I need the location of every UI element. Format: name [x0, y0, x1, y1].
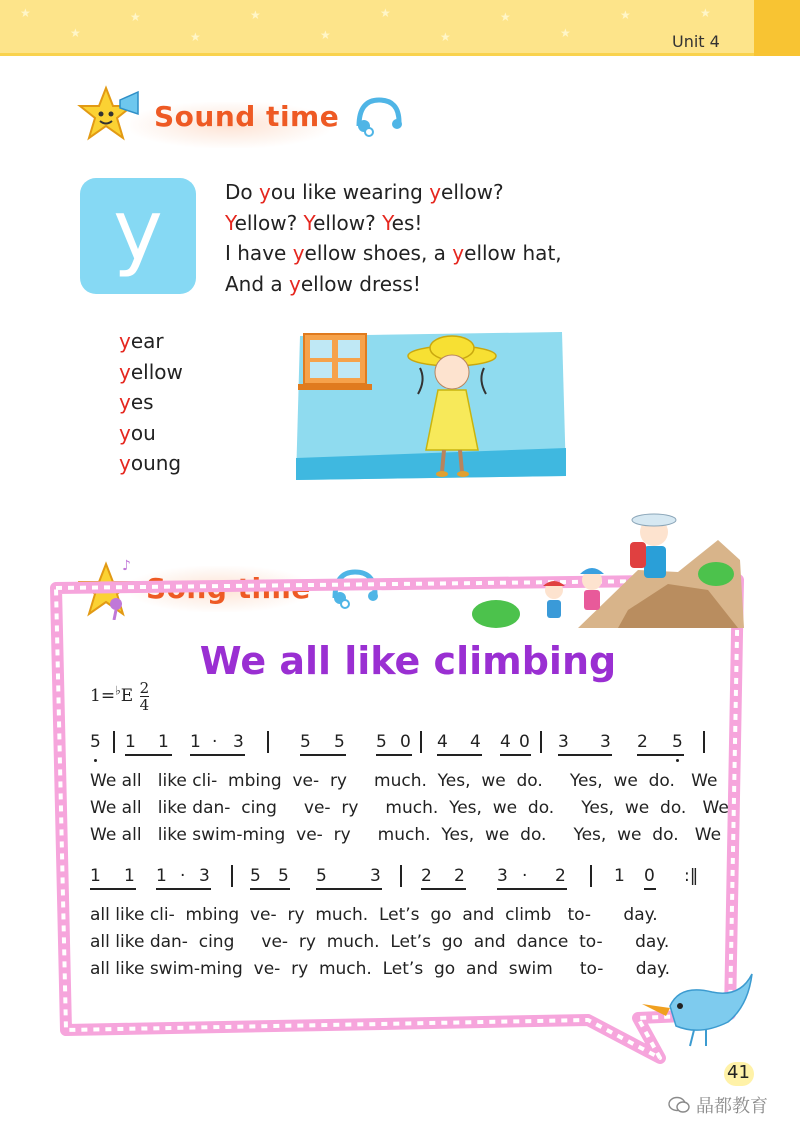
note: 4 [437, 732, 448, 752]
eighth-note-beam [250, 888, 290, 890]
rhyme-line [225, 177, 562, 208]
page-number: 41 [727, 1062, 750, 1083]
time-sig-numerator: 2 [139, 679, 150, 697]
eighth-note-beam [644, 888, 656, 890]
note: 5 [376, 732, 387, 752]
note: 5 [334, 732, 345, 752]
star-megaphone-icon [76, 84, 148, 148]
rhyme-text-segment: ellow shoes, a [304, 241, 453, 265]
note: 3 [233, 732, 244, 752]
word-rest: ellow [130, 359, 183, 384]
lyric-line: all like cli- mbing ve- ry much. Let’s go and climb to- day. [90, 905, 658, 925]
sound-time-heading [76, 84, 405, 148]
girl-in-yellow-illustration [292, 330, 568, 482]
song-title: We all like climbing [199, 639, 617, 683]
word-rest: es [130, 390, 154, 414]
letter-card [80, 178, 196, 294]
note: 3 [370, 866, 381, 886]
watermark [668, 1092, 768, 1118]
note: 0 [400, 732, 411, 752]
note: 1 [156, 866, 167, 886]
eighth-note-beam [500, 754, 531, 756]
highlight-letter: y [289, 271, 301, 296]
note: 4 [470, 732, 481, 752]
time-signature [140, 680, 150, 713]
highlight-letter: Y [303, 210, 314, 235]
eighth-note-beam [190, 754, 245, 756]
rhyme-text-segment: Do [225, 180, 259, 204]
note: 3 [497, 866, 508, 886]
time-sig-denominator: 4 [139, 696, 150, 714]
highlight-letter: Y [382, 210, 392, 235]
octave-dot [94, 759, 97, 762]
watermark-text: 晶都教育 [696, 1096, 768, 1117]
unit-label: Unit 4 [672, 32, 720, 51]
sound-time-title: Sound time [154, 99, 340, 133]
highlight-letter: y [119, 390, 131, 414]
note: 2 [637, 732, 648, 752]
word-item [119, 418, 183, 449]
note: 5 [250, 866, 261, 886]
note: 1 [125, 732, 136, 752]
eighth-note-beam [421, 888, 466, 890]
lyric-line: all like dan- cing ve- ry much. Let’s go and dance to- day. [90, 932, 670, 952]
note: 3 [558, 732, 569, 752]
rhyme-text-segment: And a [225, 271, 290, 296]
note: · [180, 866, 186, 886]
eighth-note-beam [316, 888, 382, 890]
rhyme-text-segment: ellow? [441, 180, 504, 204]
rhyme-line [225, 208, 562, 239]
song-time-title: Song time [146, 571, 311, 605]
highlight-letter: y [119, 359, 131, 384]
highlight-letter: y [119, 451, 131, 475]
eighth-note-beam [90, 888, 136, 890]
highlight-letter: y [292, 241, 305, 265]
rhyme-line [225, 238, 562, 269]
headphones-icon [349, 92, 405, 140]
lyric-line: We all like cli- mbing ve- ry much. Yes, we do. Yes, we do. We [90, 771, 718, 791]
word-rest: ear [130, 329, 164, 353]
note: 1 [614, 866, 625, 886]
highlight-letter: y [429, 180, 442, 204]
highlight-letter: y [119, 420, 131, 445]
note: 3 [600, 732, 611, 752]
rhyme-text [225, 177, 562, 299]
note: 1 [90, 866, 101, 886]
note: 1 [124, 866, 135, 886]
eighth-note-beam [300, 754, 346, 756]
note: 5 [278, 866, 289, 886]
note: 1 [190, 732, 201, 752]
note: :‖ [684, 866, 699, 886]
key-prefix: 1= [90, 686, 116, 706]
eighth-note-beam [376, 754, 412, 756]
lyric-line: We all like swim-ming ve- ry much. Yes, we do. Yes, we do. We [90, 825, 722, 845]
rhyme-text-segment: ou like wearing [270, 180, 430, 204]
rhyme-text-segment: es! [391, 210, 423, 235]
eighth-note-beam [497, 888, 567, 890]
note: 2 [555, 866, 566, 886]
word-item [119, 357, 183, 388]
note: 5 [672, 732, 683, 752]
barline [267, 731, 269, 753]
barline [400, 865, 402, 887]
wechat-icon [668, 1096, 690, 1114]
rhyme-text-segment: ellow dress! [300, 271, 421, 296]
eighth-note-beam [637, 754, 684, 756]
note: 2 [421, 866, 432, 886]
note: 1 [158, 732, 169, 752]
octave-dot [676, 759, 679, 762]
note: 0 [519, 732, 530, 752]
unit-tab [754, 0, 800, 56]
word-list [119, 326, 183, 479]
highlight-letter: y [452, 241, 465, 265]
note: 0 [644, 866, 655, 886]
barline [113, 731, 115, 753]
highlight-letter: y [119, 329, 131, 353]
word-rest: oung [130, 451, 182, 475]
note: 4 [500, 732, 511, 752]
note: · [522, 866, 528, 886]
eighth-note-beam [156, 888, 211, 890]
barline [590, 865, 592, 887]
eighth-note-beam [558, 754, 612, 756]
rhyme-line [225, 269, 562, 300]
key-signature [90, 680, 149, 713]
eighth-note-beam [125, 754, 172, 756]
barline [420, 731, 422, 753]
word-rest: ou [130, 420, 156, 445]
barline [703, 731, 705, 753]
children-hiking-illustration [468, 500, 744, 632]
highlight-letter: y [259, 180, 271, 204]
rhyme-text-segment: ellow hat, [464, 241, 562, 265]
svg-text:♪: ♪ [122, 558, 131, 574]
note: 5 [300, 732, 311, 752]
highlight-letter: Y [225, 210, 235, 235]
word-item [119, 326, 183, 357]
barline [231, 865, 233, 887]
flat-sign: ♭ [115, 683, 121, 698]
rhyme-text-segment: ellow? [313, 210, 383, 235]
rhyme-text-segment: I have [225, 241, 293, 265]
note: · [212, 732, 218, 752]
key-letter: E [120, 686, 134, 706]
note: 2 [454, 866, 465, 886]
note: 5 [90, 732, 101, 752]
word-item [119, 448, 183, 479]
blue-bird-illustration [640, 970, 760, 1054]
letter-y: y [113, 181, 163, 279]
star-pattern: ★ ★ ★ ★ ★ ★ ★ ★ ★ ★ ★ ★ [20, 6, 711, 44]
note: 5 [316, 866, 327, 886]
eighth-note-beam [437, 754, 482, 756]
lyric-line: We all like dan- cing ve- ry much. Yes, we do. Yes, we do. We [90, 798, 729, 818]
note: 3 [199, 866, 210, 886]
lyric-line: all like swim-ming ve- ry much. Let’s go and swim to- day. [90, 959, 671, 979]
barline [540, 731, 542, 753]
word-item [119, 387, 183, 418]
rhyme-text-segment: ellow? [234, 210, 304, 235]
